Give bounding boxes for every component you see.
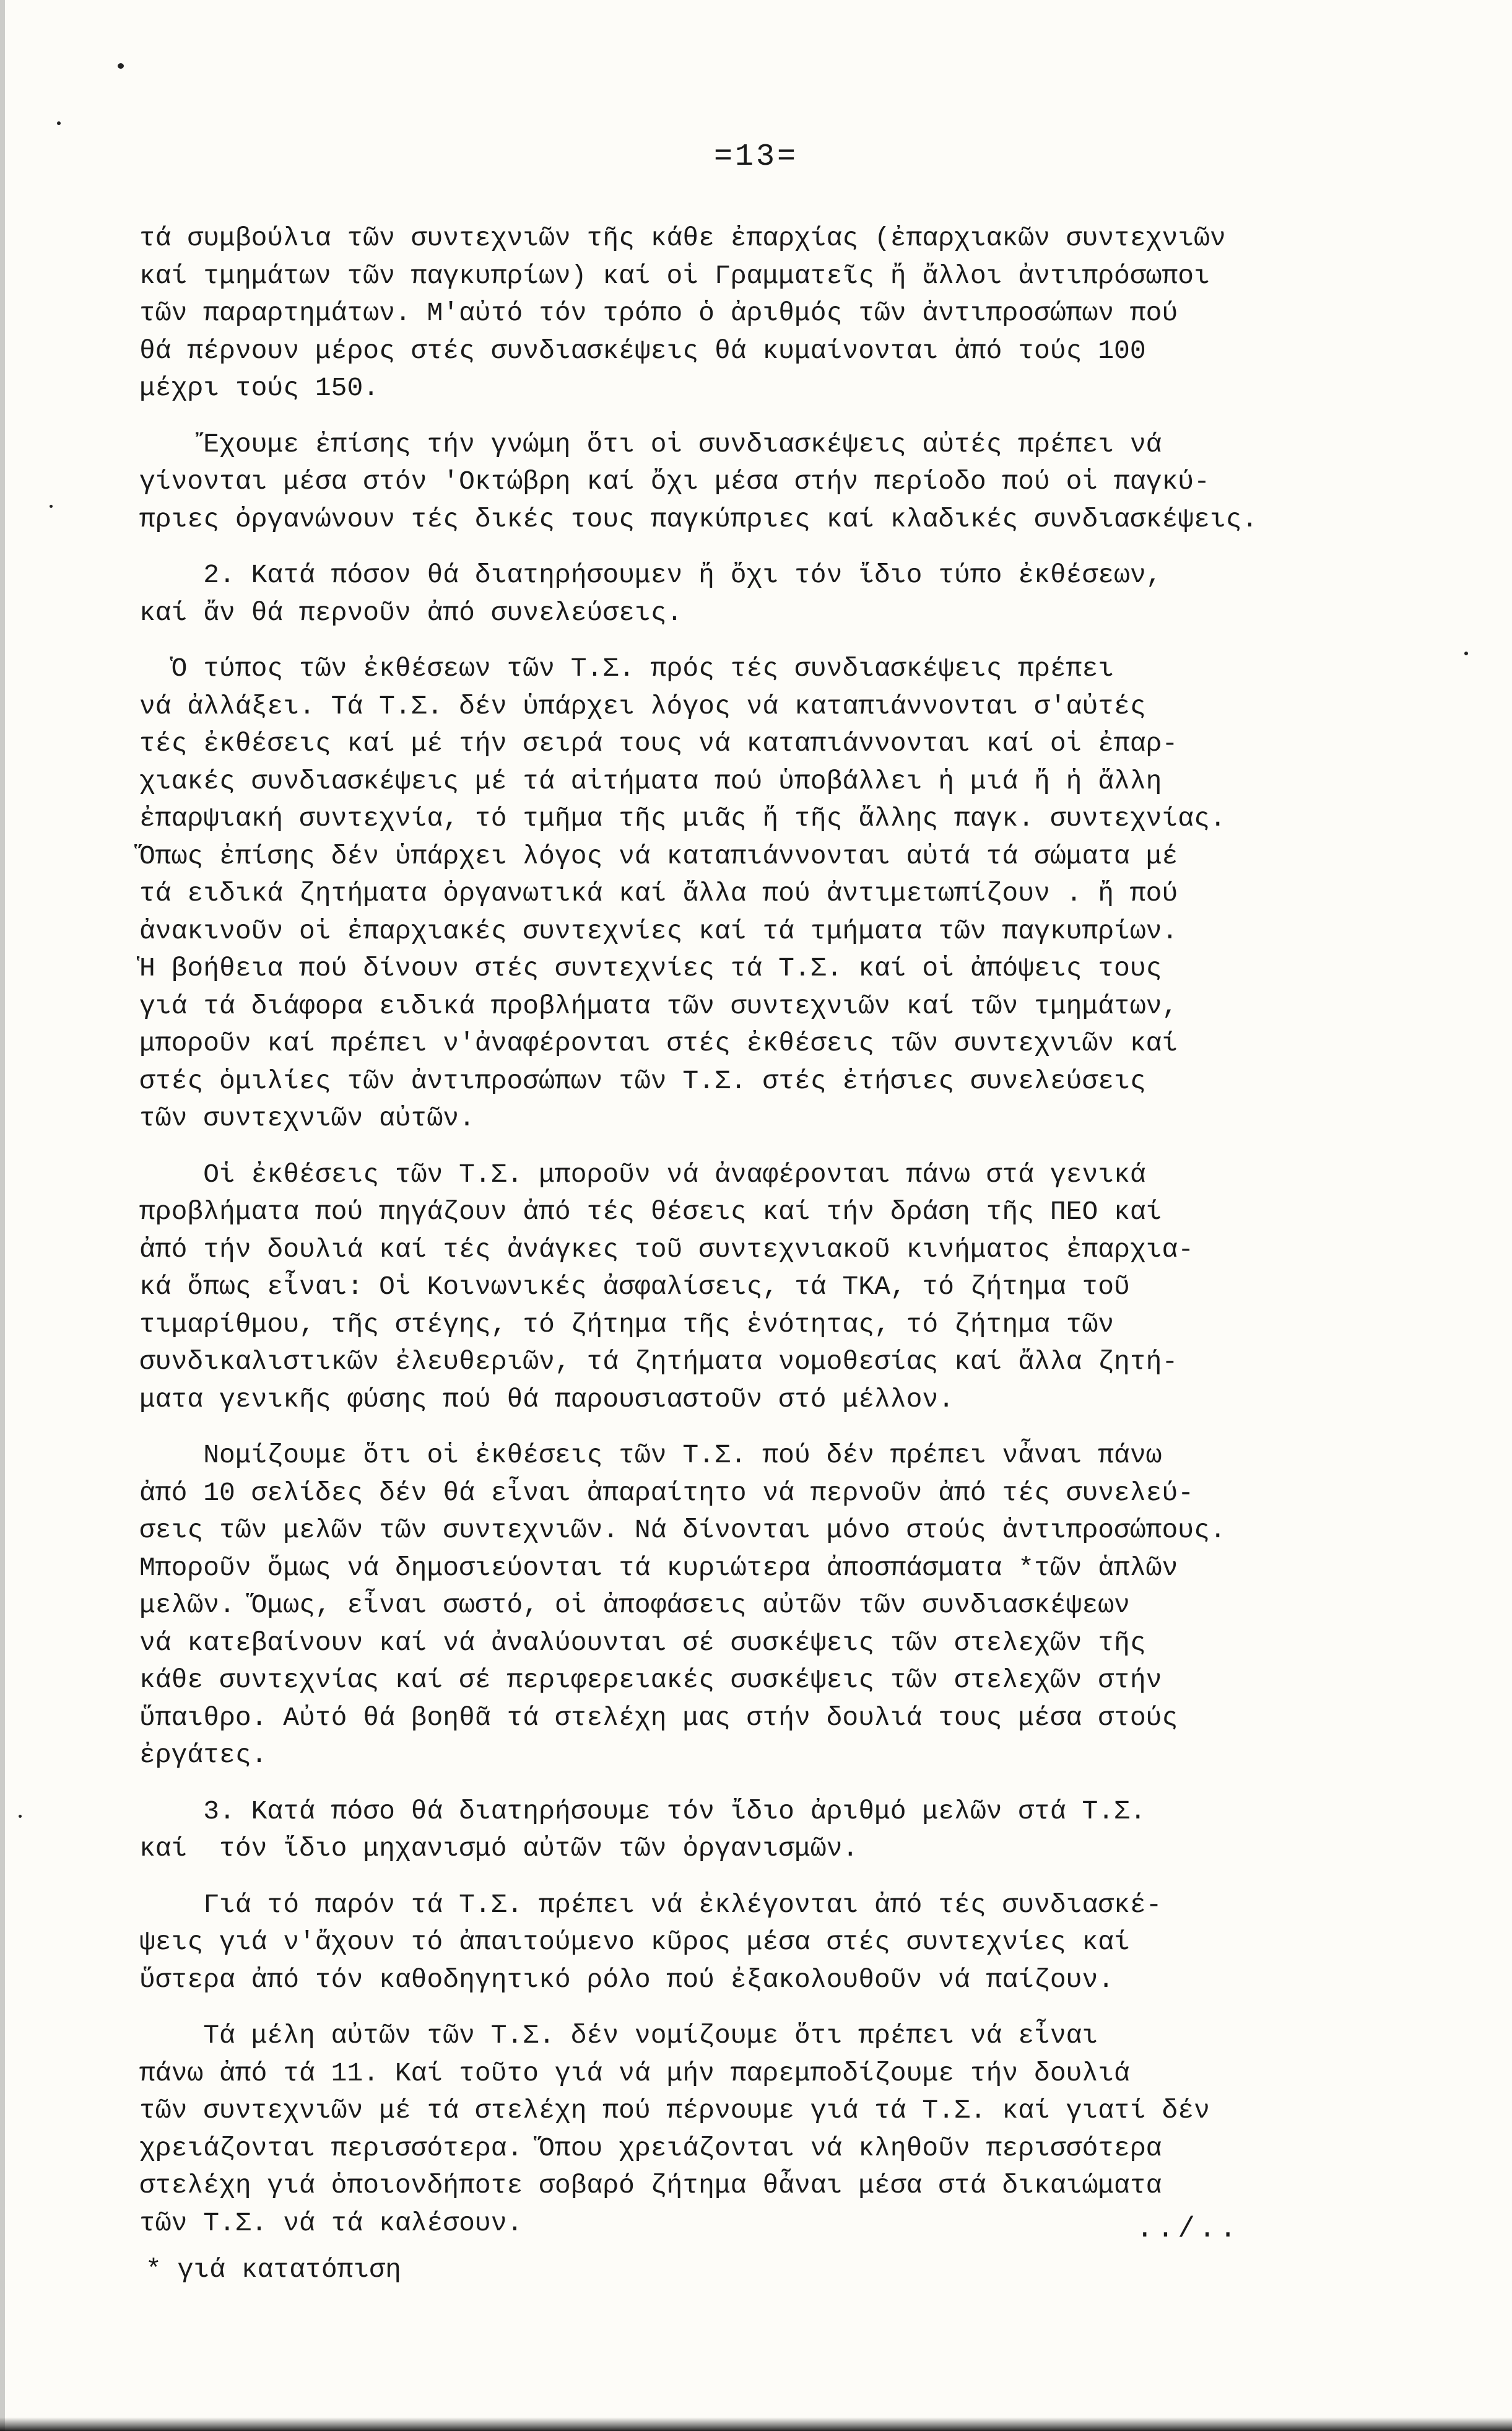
text-line: θά πέρνουν μέρος στές συνδιασκέψεις θά κυμαίνονται ἀπό τούς 100 <box>139 335 1146 366</box>
paragraph <box>139 1437 1446 1774</box>
section-heading-3 <box>139 1793 1446 1868</box>
text-line: πάνω ἀπό τά 11. Καί τοῦτο γιά νά μήν παρεμποδίζουμε τήν δουλιά <box>139 2058 1130 2088</box>
text-line: τῶν παραρτημάτων. Μ'αὐτό τόν τρόπο ὁ ἀριθμός τῶν ἀντιπροσώπων πού <box>139 298 1178 328</box>
paragraph <box>139 220 1446 408</box>
text-line: Ἔχουμε ἐπίσης τήν γνώμη ὅτι οἱ συνδιασκέψεις αὐτές πρέπει νά <box>139 429 1162 460</box>
text-line: Τά μέλη αὐτῶν τῶν Τ.Σ. δέν νομίζουμε ὅτι πρέπει νά εἶναι <box>139 2020 1098 2051</box>
text-line: μέχρι τούς 150. <box>139 373 380 403</box>
text-line: ἐπαρψιακή συντεχνία, τό τμῆμα τῆς μιᾶς ἤ τῆς ἄλλης παγκ. συντεχνίας. <box>139 803 1226 834</box>
text-line: ματα γενικῆς φύσης πού θά παρουσιαστοῦν στό μέλλον. <box>139 1384 955 1415</box>
paragraph <box>139 650 1446 1138</box>
text-line: 3. Κατά πόσο θά διατηρήσουμε τόν ἴδιο ἀριθμό μελῶν στά Τ.Σ. <box>139 1796 1146 1827</box>
text-line: ἀπό 10 σελίδες δέν θά εἶναι ἀπαραίτητο νά περνοῦν ἀπό τές συνελεύ- <box>139 1477 1194 1508</box>
scan-speck <box>19 1815 22 1818</box>
text-line: μποροῦν καί πρέπει ν'ἀναφέρονται στές ἐκθέσεις τῶν συντεχνιῶν καί <box>139 1028 1178 1058</box>
footnote: * γιά κατατόπιση <box>146 2254 401 2285</box>
text-line: Νομίζουμε ὅτι οἱ ἐκθέσεις τῶν Τ.Σ. πού δέν πρέπει νἆναι πάνω <box>139 1440 1162 1470</box>
text-line: τιμαρίθμου, τῆς στέγης, τό ζήτημα τῆς ἑνότητας, τό ζήτημα τῶν <box>139 1309 1114 1340</box>
text-line: πριες ὀργανώνουν τές δικές τους παγκύπριες καί κλαδικές συνδιασκέψεις. <box>139 504 1258 535</box>
text-line: γιά τά διάφορα ειδικά προβλήματα τῶν συντεχνιῶν καί τῶν τμημάτων, <box>139 990 1178 1021</box>
continuation-mark: ../.. <box>1136 2213 1241 2245</box>
text-line: τά συμβούλια τῶν συντεχνιῶν τῆς κάθε ἐπαρχίας (ἐπαρχιακῶν συντεχνιῶν <box>139 223 1226 253</box>
text-line: ψεις γιά ν'ἄχουν τό ἀπαιτούμενο κῦρος μέσα στές συντεχνίες καί <box>139 1927 1130 1957</box>
section-heading-2 <box>139 557 1446 632</box>
text-line: γίνονται μέσα στόν 'Οκτώβρη καί ὄχι μέσα στήν περίοδο πού οἱ παγκύ- <box>139 466 1210 497</box>
text-line: συνδικαλιστικῶν ἐλευθεριῶν, τά ζητήματα νομοθεσίας καί ἄλλα ζητή- <box>139 1346 1178 1377</box>
scan-left-edge <box>0 0 5 2431</box>
text-line: νά ἀλλάξει. Τά Τ.Σ. δέν ὑπάρχει λόγος νά καταπιάννονται σ'αὐτές <box>139 691 1146 722</box>
text-line: τῶν Τ.Σ. νά τά καλέσουν. <box>139 2207 523 2238</box>
text-line: ὕστερα ἀπό τόν καθοδηγητικό ρόλο πού ἐξακολουθοῦν νά παίζουν. <box>139 1964 1114 1995</box>
text-line: νά κατεβαίνουν καί νά ἀναλύουνται σέ συσκέψεις τῶν στελεχῶν τῆς <box>139 1627 1146 1658</box>
text-line: στές ὁμιλίες τῶν ἀντιπροσώπων τῶν Τ.Σ. στές ἐτήσιες συνελεύσεις <box>139 1065 1146 1096</box>
page-number: =13= <box>713 139 799 175</box>
text-line: προβλήματα πού πηγάζουν ἀπό τές θέσεις καί τήν δράση τῆς ΠΕΟ καί <box>139 1197 1162 1227</box>
scan-speck <box>118 63 124 69</box>
text-line: μελῶν. Ὅμως, εἶναι σωστό, οἱ ἀποφάσεις αὐτῶν τῶν συνδιασκέψεων <box>139 1590 1130 1620</box>
text-line: στελέχη γιά ὁποιονδήποτε σοβαρό ζήτημα θἆναι μέσα στά δικαιώματα <box>139 2170 1162 2201</box>
text-line: τές ἐκθέσεις καί μέ τήν σειρά τους νά καταπιάννονται καί οἱ ἐπαρ- <box>139 728 1178 759</box>
text-line: Ἡ βοήθεια πού δίνουν στές συντεχνίες τά Τ.Σ. καί οἱ ἀπόψεις τους <box>139 953 1162 984</box>
text-line: Οἱ ἐκθέσεις τῶν Τ.Σ. μποροῦν νά ἀναφέρονται πάνω στά γενικά <box>139 1159 1146 1190</box>
paragraph <box>139 1887 1446 1999</box>
text-line: Μποροῦν ὅμως νά δημοσιεύονται τά κυριώτερα ἀποσπάσματα *τῶν ἁπλῶν <box>139 1552 1178 1583</box>
text-line: καί ἄν θά περνοῦν ἀπό συνελεύσεις. <box>139 597 683 628</box>
text-line: καί τόν ἴδιο μηχανισμό αὐτῶν τῶν ὀργανισμῶν. <box>139 1833 859 1864</box>
text-line: καί τμημάτων τῶν παγκυπρίων) καί οἱ Γραμματεῖς ἤ ἄλλοι ἀντιπρόσωποι <box>139 260 1210 291</box>
text-line: ἐργάτες. <box>139 1740 267 1770</box>
scan-speck <box>50 505 53 508</box>
text-line: Ὁ τύπος τῶν ἐκθέσεων τῶν Τ.Σ. πρός τές συνδιασκέψεις πρέπει <box>139 653 1114 684</box>
body-text <box>139 220 1446 2261</box>
text-line: χρειάζονται περισσότερα. Ὅπου χρειάζονται νά κληθοῦν περισσότερα <box>139 2132 1162 2163</box>
paragraph <box>139 2017 1446 2242</box>
text-line: Ὅπως ἐπίσης δέν ὑπάρχει λόγος νά καταπιάννονται αὐτά τά σώματα μέ <box>139 840 1178 871</box>
scan-speck <box>57 121 61 125</box>
text-line: 2. Κατά πόσον θά διατηρήσουμεν ἤ ὄχι τόν ἴδιο τύπο ἐκθέσεων, <box>139 560 1162 590</box>
paragraph <box>139 426 1446 539</box>
text-line: κάθε συντεχνίας καί σέ περιφερειακές συσκέψεις τῶν στελεχῶν στήν <box>139 1665 1162 1695</box>
text-line: ὕπαιθρο. Αὐτό θά βοηθᾶ τά στελέχη μας στήν δουλιά τους μέσα στούς <box>139 1702 1178 1733</box>
scan-speck <box>1464 652 1468 655</box>
text-line: Γιά τό παρόν τά Τ.Σ. πρέπει νά ἐκλέγονται ἀπό τές συνδιασκέ- <box>139 1889 1162 1920</box>
text-line: κά ὅπως εἶναι: Οἱ Κοινωνικές ἀσφαλίσεις, τά ΤΚΑ, τό ζήτημα τοῦ <box>139 1272 1130 1302</box>
text-line: τά ειδικά ζητήματα ὀργανωτικά καί ἄλλα πού ἀντιμετωπίζουν . ἤ πού <box>139 878 1178 909</box>
text-line: ἀπό τήν δουλιά καί τές ἀνάγκες τοῦ συντεχνιακοῦ κινήματος ἐπαρχια- <box>139 1234 1194 1265</box>
scan-bottom-edge <box>0 2417 1512 2431</box>
text-line: χιακές συνδιασκέψεις μέ τά αἰτήματα πού ὑποβάλλει ἡ μιά ἤ ἡ ἄλλη <box>139 766 1162 797</box>
text-line: σεις τῶν μελῶν τῶν συντεχνιῶν. Νά δίνονται μόνο στούς ἀντιπροσώπους. <box>139 1515 1226 1545</box>
paragraph <box>139 1156 1446 1419</box>
text-line: τῶν συντεχνιῶν αὐτῶν. <box>139 1103 475 1133</box>
text-line: τῶν συντεχνιῶν μέ τά στελέχη πού πέρνουμε γιά τά Τ.Σ. καί γιατί δέν <box>139 2095 1210 2126</box>
text-line: ἀνακινοῦν οἱ ἐπαρχιακές συντεχνίες καί τά τμήματα τῶν παγκυπρίων. <box>139 915 1178 946</box>
